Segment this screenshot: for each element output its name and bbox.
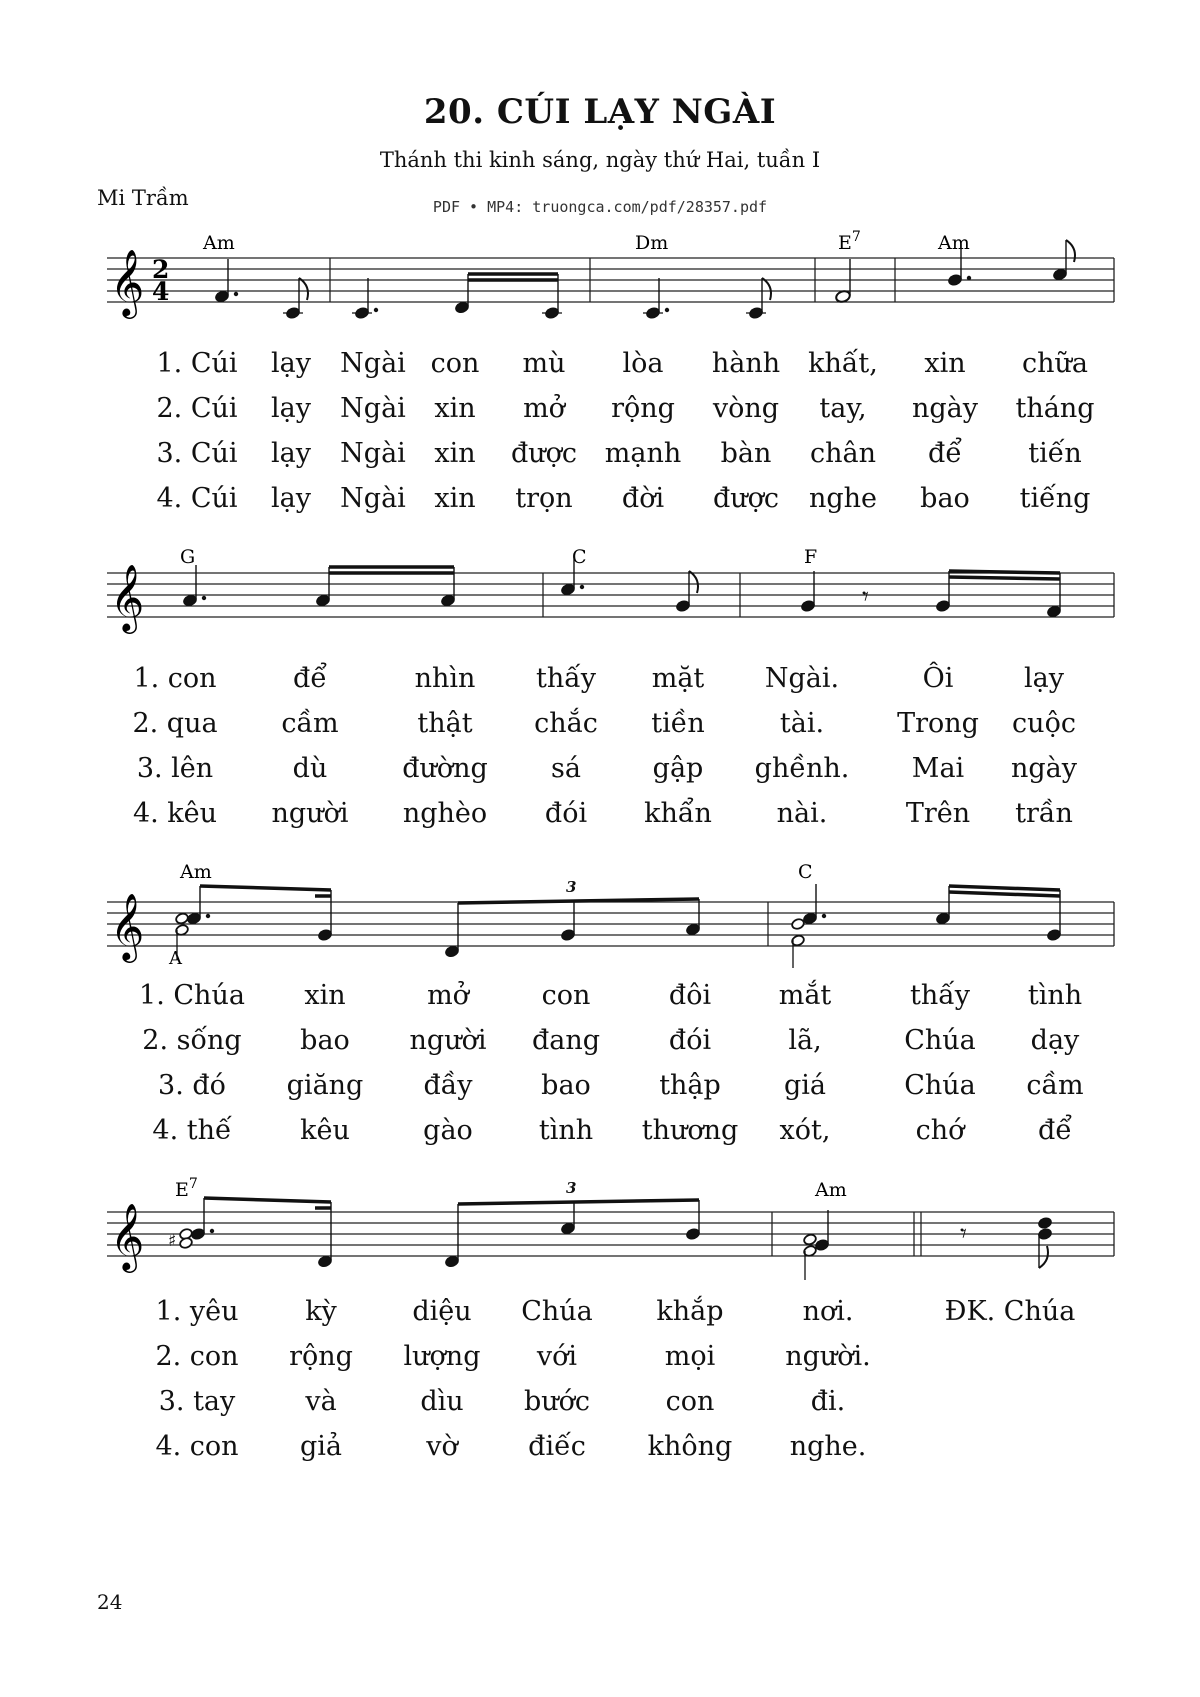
lyric-syllable: dù bbox=[292, 753, 328, 784]
lyric-syllable: đói bbox=[668, 1025, 712, 1056]
song-subtitle: Thánh thi kinh sáng, ngày thứ Hai, tuần I bbox=[379, 148, 821, 172]
lyrics-system-4 bbox=[0, 1296, 1200, 1476]
lyric-syllable: lạy bbox=[271, 483, 311, 514]
lyric-syllable: sá bbox=[551, 753, 581, 784]
chord-symbol: Dm bbox=[635, 232, 669, 254]
lyric-syllable: trọn bbox=[515, 483, 573, 514]
augmentation-dot bbox=[822, 914, 826, 918]
lyric-verse bbox=[0, 438, 1200, 483]
chord-root: E bbox=[175, 1179, 189, 1201]
note-beam bbox=[949, 571, 1060, 573]
lyric-syllable: bao bbox=[541, 1070, 591, 1101]
lyric-syllable: Ngài bbox=[340, 348, 406, 379]
lyrics-system-2 bbox=[0, 663, 1200, 843]
lyric-syllable: rộng bbox=[611, 393, 675, 424]
chord-symbol: Am bbox=[180, 861, 212, 883]
eighth-rest-icon: 𝄾 bbox=[862, 582, 869, 612]
lyric-syllable: 4. thế bbox=[152, 1115, 232, 1146]
lyric-syllable: xót, bbox=[779, 1115, 831, 1146]
lyric-syllable: người. bbox=[785, 1341, 871, 1372]
lyric-verse bbox=[0, 1431, 1200, 1476]
note-beam bbox=[200, 886, 331, 890]
lyric-syllable: chắc bbox=[534, 708, 598, 739]
lyric-verse bbox=[0, 483, 1200, 528]
lyric-verse bbox=[0, 1341, 1200, 1386]
lyric-syllable: tháng bbox=[1015, 393, 1095, 424]
lyric-syllable: được bbox=[510, 438, 578, 469]
lyric-syllable: mở bbox=[427, 980, 469, 1011]
lyric-syllable: 1. Cúi bbox=[156, 348, 238, 379]
lyric-verse bbox=[0, 798, 1200, 843]
chord-extension: 7 bbox=[851, 229, 861, 245]
treble-clef-icon: 𝄞 bbox=[110, 892, 145, 960]
lyric-syllable: bao bbox=[300, 1025, 350, 1056]
lyric-verse bbox=[0, 393, 1200, 438]
lyric-syllable: tiền bbox=[651, 708, 705, 739]
staff-system-3 bbox=[0, 860, 1200, 970]
note-beam bbox=[949, 577, 1060, 579]
chord-symbols bbox=[179, 861, 813, 883]
lyric-verse bbox=[0, 1070, 1200, 1115]
lyric-syllable: Ngài bbox=[340, 483, 406, 514]
tuplet-number: 3 bbox=[566, 1179, 577, 1197]
lyric-syllable: lạy bbox=[271, 393, 311, 424]
lyric-syllable: rộng bbox=[289, 1341, 353, 1372]
lyric-syllable: mù bbox=[522, 348, 566, 379]
note-flag bbox=[299, 278, 308, 300]
note-beam bbox=[458, 1200, 699, 1204]
augmentation-dot bbox=[374, 308, 378, 312]
lyric-verse bbox=[0, 1386, 1200, 1431]
lyric-syllable: Chúa bbox=[904, 1070, 976, 1101]
lyric-syllable: lòa bbox=[622, 348, 664, 379]
lyric-syllable: xin bbox=[304, 980, 346, 1011]
lyric-syllable: khất, bbox=[808, 348, 878, 379]
lyric-syllable: cầm bbox=[281, 708, 339, 739]
page-number: 24 bbox=[97, 1590, 123, 1614]
lyric-syllable: Chúa bbox=[521, 1296, 593, 1327]
chord-symbols bbox=[202, 229, 970, 254]
lyric-syllable: lạy bbox=[271, 348, 311, 379]
treble-clef-icon: 𝄞 bbox=[110, 248, 145, 316]
note-head bbox=[791, 918, 805, 931]
lyric-syllable: dạy bbox=[1030, 1025, 1080, 1056]
time-signature-denominator: 4 bbox=[152, 277, 170, 306]
lyric-syllable: Mai bbox=[911, 753, 965, 784]
lyric-syllable: 3. Cúi bbox=[156, 438, 238, 469]
lyric-syllable: chớ bbox=[915, 1115, 965, 1146]
lyric-syllable: tình bbox=[538, 1115, 594, 1146]
lyric-syllable: nhìn bbox=[414, 663, 476, 694]
lyric-syllable: đi. bbox=[810, 1386, 846, 1417]
lyric-syllable: lạy bbox=[271, 438, 311, 469]
lyric-syllable: tình bbox=[1027, 980, 1083, 1011]
lyric-syllable: ngày bbox=[1010, 753, 1078, 784]
note-head bbox=[803, 1233, 817, 1246]
chord-extension: 7 bbox=[188, 1176, 198, 1192]
note-beam bbox=[949, 886, 1060, 890]
tuplet-number: 3 bbox=[566, 878, 577, 896]
lyric-syllable: giả bbox=[299, 1431, 343, 1462]
lyric-syllable: Chúa bbox=[904, 1025, 976, 1056]
chord-symbol bbox=[175, 1176, 198, 1201]
lyric-syllable: để bbox=[1038, 1115, 1072, 1146]
lyric-verse bbox=[0, 1025, 1200, 1070]
lyric-syllable: chân bbox=[810, 438, 876, 469]
lyric-syllable: đời bbox=[621, 483, 665, 514]
lyric-syllable: bao bbox=[920, 483, 970, 514]
note-flag bbox=[689, 571, 698, 593]
lyric-syllable: khắp bbox=[656, 1296, 724, 1327]
lyric-syllable: 1. Chúa bbox=[139, 980, 245, 1011]
lyric-syllable: đôi bbox=[668, 980, 712, 1011]
lyric-syllable: ĐK. Chúa bbox=[944, 1296, 1076, 1327]
lyric-syllable: Trong bbox=[897, 708, 979, 739]
lyric-syllable: chữa bbox=[1022, 348, 1088, 379]
lyric-syllable: gào bbox=[423, 1115, 473, 1146]
augmentation-dot bbox=[202, 596, 206, 600]
lyric-syllable: 4. kêu bbox=[132, 798, 218, 829]
note-head bbox=[1037, 1216, 1052, 1229]
voice-label: A bbox=[169, 948, 182, 969]
notes bbox=[168, 1179, 1053, 1280]
lyric-syllable: vòng bbox=[712, 393, 780, 424]
lyric-syllable: tiến bbox=[1028, 438, 1082, 469]
source-link[interactable]: PDF • MP4: truongca.com/pdf/28357.pdf bbox=[432, 198, 768, 216]
note-flag bbox=[762, 278, 771, 300]
note-flag bbox=[1066, 240, 1075, 262]
sharp-accidental-icon: ♯ bbox=[168, 1231, 177, 1251]
chord-symbol: Am bbox=[203, 232, 235, 254]
lyric-syllable: 3. đó bbox=[158, 1070, 226, 1101]
staff-lines bbox=[107, 902, 1114, 946]
lyric-syllable: cuộc bbox=[1012, 708, 1076, 739]
lyric-syllable: 2. qua bbox=[132, 708, 218, 739]
lyric-syllable: gập bbox=[652, 753, 704, 784]
lyric-syllable: thấy bbox=[909, 980, 971, 1011]
lyric-syllable: 2. sống bbox=[142, 1025, 242, 1056]
lyric-syllable: mắt bbox=[778, 980, 832, 1011]
lyric-syllable: mở bbox=[523, 393, 565, 424]
lyric-syllable: tay, bbox=[819, 393, 867, 424]
lyric-syllable: mặt bbox=[651, 663, 705, 694]
lyric-syllable: ngày bbox=[911, 393, 979, 424]
note-head bbox=[175, 912, 189, 925]
lyric-syllable: kỳ bbox=[305, 1296, 337, 1327]
lyric-syllable: người bbox=[271, 798, 349, 829]
lyric-syllable: trần bbox=[1015, 798, 1073, 829]
lyric-syllable: cầm bbox=[1026, 1070, 1084, 1101]
lyric-syllable: xin bbox=[434, 393, 476, 424]
song-title: 20. CÚI LẠY NGÀI bbox=[423, 92, 777, 132]
lyric-syllable: thật bbox=[417, 708, 473, 739]
lyric-syllable: thương bbox=[641, 1115, 739, 1146]
chord-root: E bbox=[838, 232, 852, 254]
lyric-syllable: giá bbox=[783, 1070, 827, 1101]
lyric-syllable: bàn bbox=[720, 438, 772, 469]
lyric-syllable: 2. Cúi bbox=[156, 393, 238, 424]
lyric-syllable: đường bbox=[402, 753, 488, 784]
staff-lines bbox=[107, 573, 1114, 617]
lyrics-system-1 bbox=[0, 348, 1200, 528]
lyric-syllable: nghèo bbox=[402, 798, 488, 829]
lyric-syllable: không bbox=[647, 1431, 733, 1462]
time-signature-numerator: 2 bbox=[152, 255, 170, 284]
lyric-syllable: thập bbox=[659, 1070, 721, 1101]
lyric-syllable: với bbox=[536, 1341, 578, 1372]
lyric-syllable: được bbox=[712, 483, 780, 514]
lyric-syllable: đang bbox=[531, 1025, 601, 1056]
lyric-verse bbox=[0, 1115, 1200, 1160]
lyric-syllable: và bbox=[305, 1386, 337, 1417]
lyric-syllable: dìu bbox=[420, 1386, 464, 1417]
lyric-syllable: 3. lên bbox=[136, 753, 214, 784]
lyric-verse bbox=[0, 1296, 1200, 1341]
lyric-syllable: người bbox=[409, 1025, 487, 1056]
lyric-syllable: lượng bbox=[403, 1341, 481, 1372]
staff-system-1 bbox=[0, 226, 1200, 336]
treble-clef-icon: 𝄞 bbox=[110, 563, 145, 631]
lyric-verse bbox=[0, 980, 1200, 1025]
lyric-syllable: nghe bbox=[808, 483, 878, 514]
note-beam bbox=[949, 892, 1060, 896]
lyric-syllable: con bbox=[541, 980, 591, 1011]
lyric-syllable: nài. bbox=[776, 798, 828, 829]
lyric-syllable: đói bbox=[544, 798, 588, 829]
eighth-rest-icon: 𝄾 bbox=[960, 1219, 967, 1249]
lyrics-system-3 bbox=[0, 980, 1200, 1160]
lyric-syllable: 2. con bbox=[155, 1341, 239, 1372]
lyric-syllable: Trên bbox=[905, 798, 971, 829]
note-beam bbox=[204, 1198, 331, 1202]
lyric-syllable: kêu bbox=[300, 1115, 350, 1146]
notes bbox=[182, 555, 1061, 618]
lyric-syllable: lã, bbox=[788, 1025, 822, 1056]
lyric-verse bbox=[0, 708, 1200, 753]
lyric-syllable: Ngài. bbox=[764, 663, 840, 694]
lyric-syllable: 4. con bbox=[155, 1431, 239, 1462]
lyric-syllable: điếc bbox=[528, 1431, 586, 1462]
lyric-syllable: xin bbox=[924, 348, 966, 379]
chord-symbol: G bbox=[180, 546, 196, 568]
lyric-syllable: vờ bbox=[426, 1431, 458, 1462]
lyric-syllable: bước bbox=[523, 1386, 591, 1417]
note-flag bbox=[1039, 1246, 1048, 1268]
augmentation-dot bbox=[967, 276, 971, 280]
lyric-syllable: nơi. bbox=[802, 1296, 854, 1327]
lyric-syllable: khẩn bbox=[644, 798, 712, 829]
lyric-verse bbox=[0, 348, 1200, 393]
lyric-syllable: 3. tay bbox=[158, 1386, 236, 1417]
lyric-syllable: con bbox=[430, 348, 480, 379]
lyric-syllable: hành bbox=[711, 348, 781, 379]
augmentation-dot bbox=[234, 292, 238, 296]
lyric-syllable: đầy bbox=[423, 1070, 473, 1101]
chord-symbol: Am bbox=[938, 232, 970, 254]
lyric-syllable: để bbox=[293, 663, 327, 694]
lyric-syllable: để bbox=[928, 438, 962, 469]
augmentation-dot bbox=[206, 914, 210, 918]
note-head bbox=[179, 1237, 193, 1250]
chord-symbol: F bbox=[804, 546, 818, 568]
lyric-syllable: 1. yêu bbox=[155, 1296, 239, 1327]
chord-symbols bbox=[175, 1176, 847, 1201]
notes bbox=[175, 878, 1062, 968]
chord-symbol bbox=[838, 229, 861, 254]
lyric-syllable: nghe. bbox=[789, 1431, 867, 1462]
lyric-syllable: Ôi bbox=[922, 663, 954, 694]
augmentation-dot bbox=[210, 1229, 214, 1233]
lyric-syllable: lạy bbox=[1024, 663, 1064, 694]
lyric-syllable: diệu bbox=[412, 1296, 472, 1327]
lyric-syllable: thấy bbox=[535, 663, 597, 694]
lyric-syllable: giăng bbox=[286, 1070, 364, 1101]
augmentation-dot bbox=[580, 585, 584, 589]
lyric-syllable: con bbox=[665, 1386, 715, 1417]
composer-name: Mi Trầm bbox=[97, 186, 189, 210]
lyric-syllable: xin bbox=[434, 438, 476, 469]
chord-symbols bbox=[180, 546, 817, 568]
treble-clef-icon: 𝄞 bbox=[110, 1202, 145, 1270]
lyric-syllable: 1. con bbox=[133, 663, 217, 694]
lyric-syllable: Ngài bbox=[340, 393, 406, 424]
lyric-syllable: xin bbox=[434, 483, 476, 514]
lyric-syllable: mọi bbox=[664, 1341, 716, 1372]
chord-symbol: Am bbox=[815, 1179, 847, 1201]
augmentation-dot bbox=[665, 308, 669, 312]
staff-system-4 bbox=[0, 1176, 1200, 1286]
staff-system-2 bbox=[0, 543, 1200, 653]
lyric-syllable: ghềnh. bbox=[754, 753, 850, 784]
staff-lines bbox=[107, 258, 1114, 302]
chord-symbol: C bbox=[572, 546, 587, 568]
lyric-syllable: tài. bbox=[779, 708, 825, 739]
lyric-syllable: tiếng bbox=[1019, 483, 1091, 514]
lyric-syllable: mạnh bbox=[604, 438, 682, 469]
lyric-syllable: 4. Cúi bbox=[156, 483, 238, 514]
lyric-verse bbox=[0, 753, 1200, 798]
lyric-syllable: Ngài bbox=[340, 438, 406, 469]
chord-symbol: C bbox=[798, 861, 813, 883]
lyric-verse bbox=[0, 663, 1200, 708]
